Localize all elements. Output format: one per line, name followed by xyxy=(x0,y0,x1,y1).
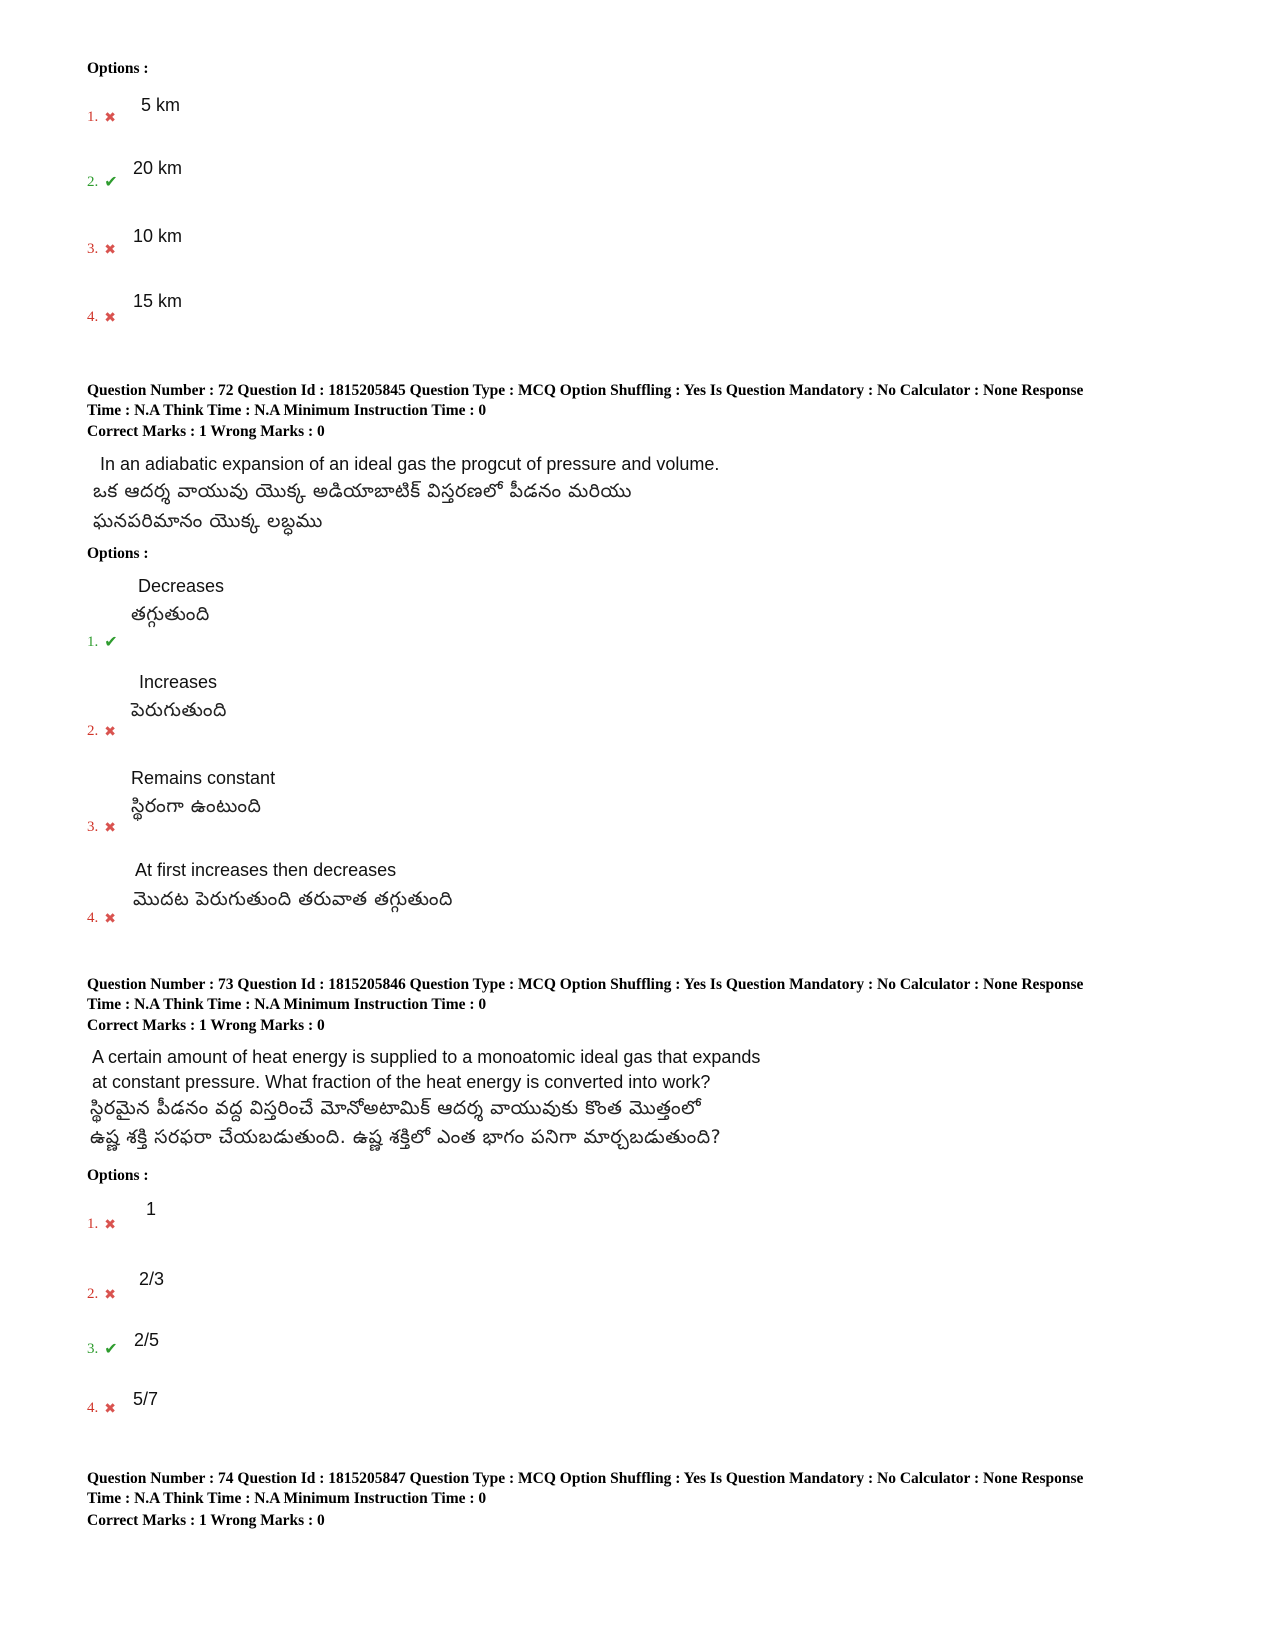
check-mark-icon: ✔ xyxy=(104,634,118,651)
option-marker: 1. ✔ xyxy=(87,634,118,651)
options-label: Options : xyxy=(87,1167,149,1184)
option-text: Increases xyxy=(139,672,218,692)
option-text: Remains constant xyxy=(131,768,276,788)
option-text-te: మొదట పెరుగుతుంది తరువాత తగ్గుతుంది xyxy=(133,888,453,910)
option-text: 20 km xyxy=(133,158,183,178)
question-text-en: A certain amount of heat energy is supplied to a monoatomic ideal gas that expands xyxy=(92,1047,761,1067)
question-text-te: ఉష్ణ శక్తి సరఫరా చేయబడుతుంది. ఉష్ణ శక్తిలో ఎంత భాగం పనిగా మార్చబడుతుంది? xyxy=(90,1126,722,1148)
option-text: 5/7 xyxy=(133,1389,159,1409)
cross-mark-icon: ✖ xyxy=(104,111,116,126)
option-text: 5 km xyxy=(141,95,181,115)
options-label: Options : xyxy=(87,60,149,77)
question-text-en: In an adiabatic expansion of an ideal gas the progcut of pressure and volume. xyxy=(100,454,720,474)
option-marker: 4. ✖ xyxy=(87,1400,116,1417)
option-marker: 1. ✖ xyxy=(87,1216,116,1233)
marks-line: Correct Marks : 1 Wrong Marks : 0 xyxy=(87,423,325,440)
option-text: 2/3 xyxy=(139,1269,165,1289)
cross-mark-icon: ✖ xyxy=(104,1288,116,1303)
option-text: 2/5 xyxy=(134,1330,160,1350)
cross-mark-icon: ✖ xyxy=(104,821,116,836)
option-marker: 4. ✖ xyxy=(87,309,116,326)
option-text: 10 km xyxy=(133,226,183,246)
question-text-en: at constant pressure. What fraction of the heat energy is converted into work? xyxy=(92,1072,711,1092)
option-marker: 4. ✖ xyxy=(87,910,116,927)
option-marker: 3. ✖ xyxy=(87,241,116,258)
option-marker: 2. ✔ xyxy=(87,174,118,191)
cross-mark-icon: ✖ xyxy=(104,1402,116,1417)
cross-mark-icon: ✖ xyxy=(104,1218,116,1233)
option-text: 1 xyxy=(146,1199,157,1219)
question-meta: Question Number : 73 Question Id : 1815205846 Question Type : MCQ Option Shuffling : Yes Is Question Mandatory : No Calculator : None Response Time : N.A Think Time : N.A Minimum Instruction Time : 0 xyxy=(87,976,1084,1013)
cross-mark-icon: ✖ xyxy=(104,243,116,258)
option-text-te: పెరుగుతుంది xyxy=(131,699,227,721)
option-marker: 2. ✖ xyxy=(87,723,116,740)
option-marker: 1. ✖ xyxy=(87,109,116,126)
options-label: Options : xyxy=(87,545,149,562)
marks-line: Correct Marks : 1 Wrong Marks : 0 xyxy=(87,1512,325,1529)
option-marker: 2. ✖ xyxy=(87,1286,116,1303)
check-mark-icon: ✔ xyxy=(104,1341,118,1358)
option-marker: 3. ✖ xyxy=(87,819,116,836)
cross-mark-icon: ✖ xyxy=(104,311,116,326)
check-mark-icon: ✔ xyxy=(104,174,118,191)
option-text-te: స్థిరంగా ఉంటుంది xyxy=(131,795,262,817)
question-meta: Question Number : 74 Question Id : 1815205847 Question Type : MCQ Option Shuffling : Yes Is Question Mandatory : No Calculator : None Response Time : N.A Think Time : N.A Minimum Instruction Time : 0 xyxy=(87,1470,1084,1507)
option-text: 15 km xyxy=(133,291,183,311)
option-text-te: తగ్గుతుంది xyxy=(131,603,210,625)
option-text: Decreases xyxy=(138,576,225,596)
marks-line: Correct Marks : 1 Wrong Marks : 0 xyxy=(87,1017,325,1034)
question-meta: Question Number : 72 Question Id : 1815205845 Question Type : MCQ Option Shuffling : Yes Is Question Mandatory : No Calculator : None Response Time : N.A Think Time : N.A Minimum Instruction Time : 0 xyxy=(87,382,1084,419)
option-text: At first increases then decreases xyxy=(135,860,397,880)
cross-mark-icon: ✖ xyxy=(104,912,116,927)
cross-mark-icon: ✖ xyxy=(104,725,116,740)
option-marker: 3. ✔ xyxy=(87,1341,118,1358)
question-text-te: ఘనపరిమానం యొక్క లబ్ధము xyxy=(93,510,323,532)
question-text-te: స్థిరమైన పీడనం వద్ద విస్తరించే మోనోఅటామిక్ ఆదర్శ వాయువుకు కొంత మొత్తంలో xyxy=(90,1097,702,1119)
question-text-te: ఒక ఆదర్శ వాయువు యొక్క అడియాబాటిక్ విస్తరణలో పీడనం మరియు xyxy=(93,480,633,502)
